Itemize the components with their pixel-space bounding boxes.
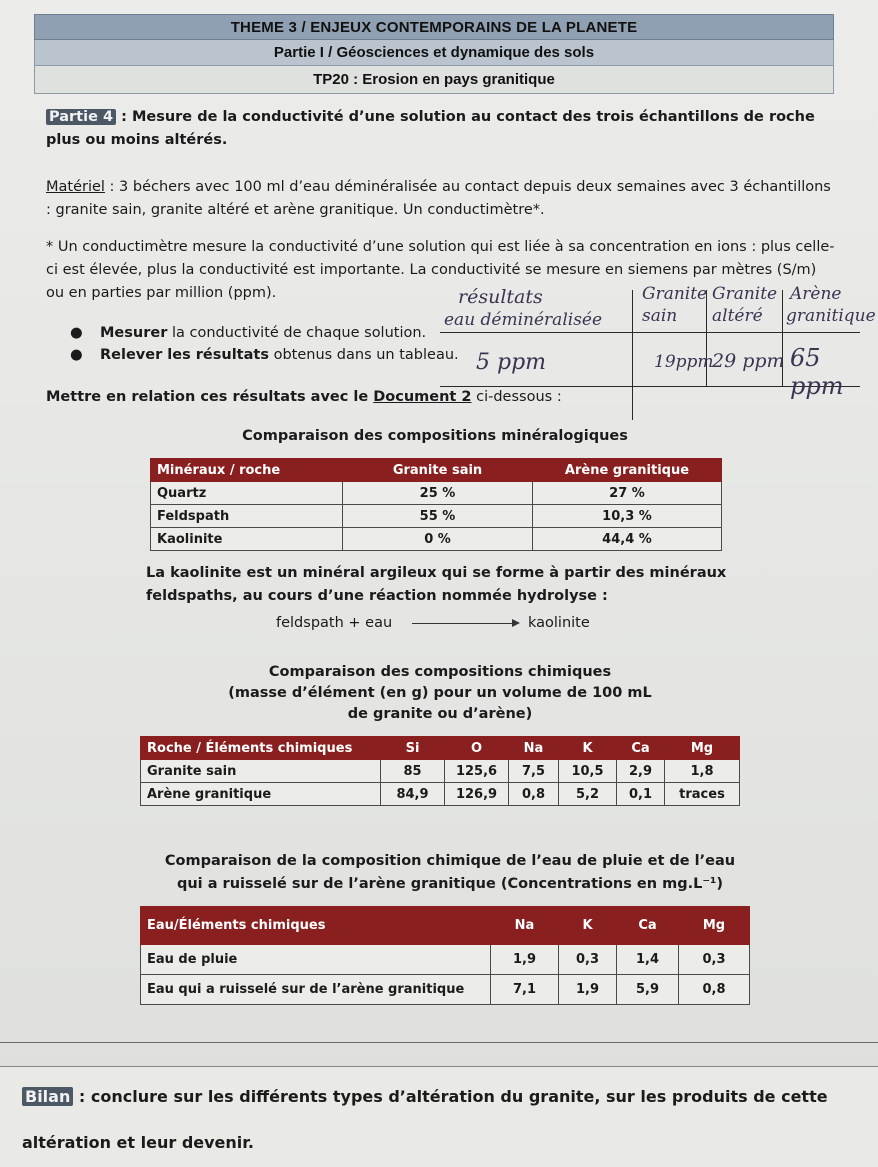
table-row: Eau qui a ruisselé sur de l’arène granitique 7,1 1,9 5,9 0,8 <box>141 975 750 1005</box>
hand-header-resultats: résultats <box>458 286 543 308</box>
mineral-header-row: Minéraux / roche Granite sain Arène granitique <box>151 459 722 482</box>
materiel-text: : 3 béchers avec 100 ml d’eau déminéralisée au contact depuis deux semaines avec 3 échantillons : granite sain, granite altéré et arène granitique. Un conductimètre*. <box>46 179 831 218</box>
water-caption: Comparaison de la composition chimique de l’eau de pluie et de l’eau qui a ruisselé sur de l’arène granitique (Concentrations en mg.L⁻¹) <box>164 853 736 892</box>
materiel-label: Matériel <box>46 179 105 195</box>
hand-table-col-1 <box>632 290 633 420</box>
reaction-left: feldspath + eau <box>276 615 393 631</box>
table-row: Granite sain 85 125,6 7,5 10,5 2,9 1,8 <box>141 760 740 783</box>
table-row: Arène granitique 84,9 126,9 0,8 5,2 0,1 traces <box>141 783 740 806</box>
bilan-text: Bilan : conclure sur les différents types d’altération du granite, sur les produits de cette altération et leur devenir. <box>22 1087 828 1152</box>
chemical-header-row: Roche / Éléments chimiques Si O Na K Ca Mg <box>141 737 740 760</box>
hand-sub-altere: altéré <box>712 306 763 326</box>
hand-col-granite-2: Granite <box>712 284 778 304</box>
section-divider <box>0 1042 878 1043</box>
chemical-table <box>140 736 740 806</box>
hand-col-arene: Arène <box>790 284 842 304</box>
reaction-right: kaolinite <box>528 615 590 631</box>
hand-table-rule-1 <box>440 332 860 333</box>
hand-value-altere: 29 ppm <box>712 350 785 372</box>
part-title: Partie I / Géosciences et dynamique des sols <box>34 40 834 66</box>
bullet-1: ● Mesurer la conductivité de chaque solution. <box>70 325 427 341</box>
water-header-row: Eau/Éléments chimiques Na K Ca Mg <box>141 907 750 945</box>
relation-instruction: Mettre en relation ces résultats avec le Document 2 ci-dessous : <box>46 389 562 405</box>
theme-title: THEME 3 / ENJEUX CONTEMPORAINS DE LA PLANETE <box>34 14 834 40</box>
mineral-caption: Comparaison des compositions minéralogiques <box>242 428 628 444</box>
chemical-caption: Comparaison des compositions chimiques (masse d’élément (en g) pour un volume de 100 mL de granite ou d’arène) <box>228 664 652 722</box>
water-table <box>140 906 750 1005</box>
hand-sub-granitique: granitique <box>786 306 876 326</box>
table-row: Quartz 25 % 27 % <box>151 482 722 505</box>
bullet-2: ● Relever les résultats obtenus dans un tableau. <box>70 347 459 363</box>
partie-text: : Mesure de la conductivité d’une solution au contact des trois échantillons de roche plus ou moins altérés. <box>46 109 815 148</box>
tp-title: TP20 : Erosion en pays granitique <box>34 66 834 94</box>
bilan-label: Bilan <box>22 1087 73 1106</box>
mineral-table <box>150 458 722 551</box>
hand-value-eau: 5 ppm <box>476 350 547 375</box>
hand-sub-sain: sain <box>642 306 678 326</box>
hand-col-granite: Granite <box>642 284 708 304</box>
hand-value-arene: 65 ppm <box>790 344 844 400</box>
hand-row-eau: eau déminéralisée <box>444 310 603 330</box>
partie-label: Partie 4 <box>46 109 116 125</box>
table-row: Feldspath 55 % 10,3 % <box>151 505 722 528</box>
materiel-paragraph <box>46 176 836 222</box>
hand-value-sain: 19ppm <box>654 352 714 372</box>
table-row: Eau de pluie 1,9 0,3 1,4 0,3 <box>141 945 750 975</box>
conductimetre-note: * Un conductimètre mesure la conductivité d’une solution qui est liée à sa concentration en ions : plus celle-ci est élevée, plus la conductivité est importante. La conductivité se mesure en siemens par mètres (S/m) ou en parties par million (ppm). <box>46 239 835 301</box>
arrow-head-icon <box>512 619 520 627</box>
partie-intro <box>46 106 826 152</box>
kaolinite-note: La kaolinite est un minéral argileux qui se forme à partir des minéraux feldspaths, au cours d’une réaction nommée hydrolyse : <box>146 565 727 604</box>
reaction-arrow <box>412 623 516 624</box>
table-row: Kaolinite 0 % 44,4 % <box>151 528 722 551</box>
